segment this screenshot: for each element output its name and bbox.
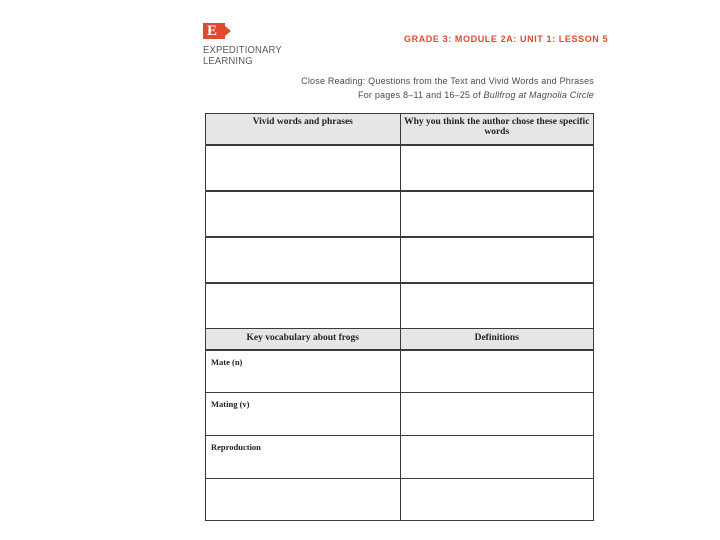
table-row: [205, 349, 594, 392]
table-header-row: [205, 113, 594, 144]
author-reason-cell[interactable]: [400, 282, 595, 328]
vivid-words-cell[interactable]: [205, 190, 400, 236]
author-reason-cell[interactable]: [400, 144, 595, 190]
logo-text: [203, 45, 282, 67]
logo-line-2: LEARNING: [203, 55, 253, 67]
definition-cell[interactable]: [400, 392, 595, 435]
definition-cell[interactable]: [400, 349, 595, 392]
column-header-definitions: Definitions: [400, 328, 595, 349]
subtitle-prefix: For pages 8–11 and 16–25 of: [358, 90, 484, 100]
vivid-words-cell[interactable]: [205, 282, 400, 328]
table-row: [205, 282, 594, 328]
logo-mark-icon: E: [203, 23, 225, 39]
page-subtitle: [358, 90, 594, 100]
lesson-header: GRADE 3: MODULE 2A: UNIT 1: LESSON 5: [404, 34, 609, 44]
logo-line-1: EXPEDITIONARY: [203, 44, 282, 56]
definition-cell[interactable]: [400, 435, 595, 478]
vocabulary-term-cell: Reproduction: [205, 435, 400, 478]
book-title: Bullfrog at Magnolia Circle: [483, 90, 594, 100]
page-title: Close Reading: Questions from the Text and Vivid Words and Phrases: [301, 76, 594, 86]
author-reason-cell[interactable]: [400, 190, 595, 236]
table-row: [205, 478, 594, 521]
table-row: [205, 190, 594, 236]
worksheet-table: [205, 113, 594, 521]
column-header-vivid-words: Vivid words and phrases: [205, 113, 400, 144]
table-header-row: [205, 328, 594, 349]
vocabulary-term-cell: Mate (n): [205, 349, 400, 392]
table-row: [205, 236, 594, 282]
table-row: [205, 392, 594, 435]
vivid-words-cell[interactable]: [205, 144, 400, 190]
expeditionary-learning-logo: [203, 23, 291, 67]
column-header-author-reason: Why you think the author chose these specific words: [400, 113, 595, 144]
vocabulary-term-cell: Mating (v): [205, 392, 400, 435]
vocabulary-term-cell[interactable]: [205, 478, 400, 521]
vivid-words-cell[interactable]: [205, 236, 400, 282]
table-row: [205, 144, 594, 190]
table-row: [205, 435, 594, 478]
column-header-vocabulary: Key vocabulary about frogs: [205, 328, 400, 349]
definition-cell[interactable]: [400, 478, 595, 521]
author-reason-cell[interactable]: [400, 236, 595, 282]
